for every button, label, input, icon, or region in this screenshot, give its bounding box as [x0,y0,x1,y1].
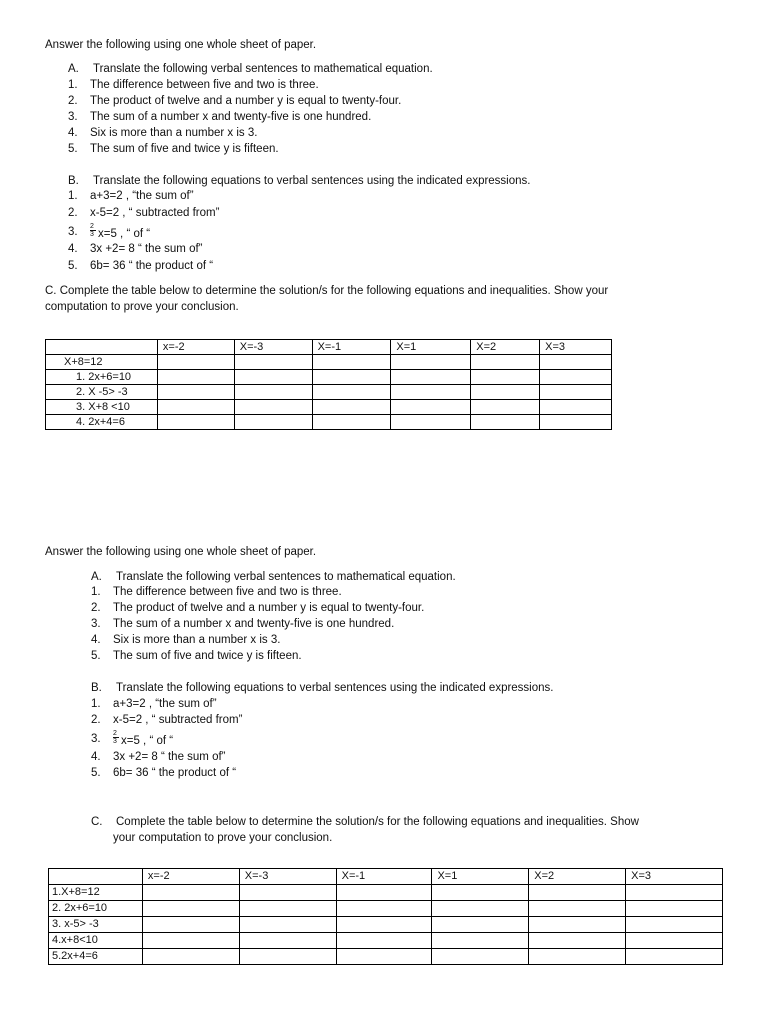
row-equation: 4. 2x+4=6 [46,415,158,430]
table-header: x=-2 [157,340,234,355]
table-header: X=3 [626,869,723,885]
table-header [46,340,158,355]
bottom-section-b-title: Translate the following equations to verbal sentences using the indicated expressions. [116,682,554,694]
bottom-instruction: Answer the following using one whole sheet of paper. [45,546,317,558]
table-row [46,415,612,430]
table-header: X=-1 [312,340,391,355]
row-equation: 3. X+8 <10 [46,400,158,415]
top-instruction: Answer the following using one whole sheet of paper. [45,39,317,51]
table-row [49,917,723,933]
row-equation: 4.x+8<10 [49,933,143,949]
row-equation: 1.X+8=12 [49,885,143,901]
bottom-solution-table [48,868,723,965]
top-section-b-heading [68,175,531,187]
row-equation: 3. x-5> -3 [49,917,143,933]
table-header: X=3 [540,340,612,355]
top-section-a-title: Translate the following verbal sentences to mathematical equation. [93,63,433,75]
list-item: 3. The sum of a number x and twenty-five is one hundred. [68,111,372,123]
table-header: X=2 [471,340,540,355]
table-row [49,933,723,949]
bottom-section-b-heading [91,682,554,694]
table-header-row [49,869,723,885]
table-row [46,400,612,415]
table-header: X=1 [391,340,471,355]
table-header: X=-1 [336,869,432,885]
top-section-c-line2: computation to prove your conclusion. [45,301,239,313]
list-item: 2. x-5=2 , “ subtracted from” [91,714,243,726]
bottom-section-a-letter: A. [91,571,102,583]
bottom-section-c-line2: your computation to prove your conclusion. [113,832,333,844]
top-section-c-line1: C. Complete the table below to determine the solution/s for the following equations and inequalities. Show your [45,285,609,297]
table-header [49,869,143,885]
bottom-section-a-heading [91,571,456,583]
bottom-section-c-line1: Complete the table below to determine the solution/s for the following equations and inequalities. Show [116,816,639,828]
list-item: 2. x-5=2 , “ subtracted from” [68,207,220,219]
top-section-a-heading [68,63,433,75]
top-solution-table [45,339,612,430]
table-header: X=-3 [234,340,312,355]
table-header: X=-3 [239,869,336,885]
list-item: 4. 3x +2= 8 “ the sum of” [91,751,226,763]
bottom-section-c-letter: C. [91,816,103,828]
table-row [49,949,723,965]
list-item: 5. 6b= 36 “ the product of “ [91,767,237,779]
fraction-two-thirds: $\frac{2}{3}$ [90,226,97,238]
table-header-row [46,340,612,355]
top-section-b-title: Translate the following equations to verbal sentences using the indicated expressions. [93,175,531,187]
list-item: 3. The sum of a number x and twenty-five is one hundred. [91,618,395,630]
table-header: x=-2 [142,869,239,885]
row-equation: 2. 2x+6=10 [49,901,143,917]
row-equation: 5.2x+4=6 [49,949,143,965]
table-row [46,385,612,400]
list-item: 3. $\frac{2}{3}$ x=5 , “ of “ [91,730,174,747]
list-item: 5. The sum of five and twice y is fifteen. [91,650,302,662]
fraction-two-thirds: $\frac{2}{3}$ [113,733,120,745]
table-header: X=1 [432,869,529,885]
table-row [46,355,612,370]
list-item: 3. $\frac{2}{3}$ x=5 , “ of “ [68,223,151,240]
list-item: 1. a+3=2 , “the sum of” [91,698,217,710]
list-item: 5. The sum of five and twice y is fifteen. [68,143,279,155]
top-section-a-letter: A. [68,63,79,75]
list-item: 4. Six is more than a number x is 3. [68,127,258,139]
table-header: X=2 [529,869,626,885]
list-item: 2. The product of twelve and a number y is equal to twenty-four. [91,602,425,614]
list-item: 4. 3x +2= 8 “ the sum of” [68,243,203,255]
row-equation: X+8=12 [46,355,158,370]
table-row [46,370,612,385]
row-equation: 2. X -5> -3 [46,385,158,400]
row-equation: 1. 2x+6=10 [46,370,158,385]
table-row [49,885,723,901]
list-item: 5. 6b= 36 “ the product of “ [68,260,214,272]
list-item: 4. Six is more than a number x is 3. [91,634,281,646]
table-row [49,901,723,917]
top-section-b-letter: B. [68,175,79,187]
bottom-section-a-title: Translate the following verbal sentences to mathematical equation. [116,571,456,583]
list-item: 1. The difference between five and two is three. [91,586,342,598]
list-item: 1. The difference between five and two is three. [68,79,319,91]
list-item: 2. The product of twelve and a number y is equal to twenty-four. [68,95,402,107]
list-item: 1. a+3=2 , “the sum of” [68,190,194,202]
bottom-section-b-letter: B. [91,682,102,694]
bottom-section-c-heading [91,816,639,828]
